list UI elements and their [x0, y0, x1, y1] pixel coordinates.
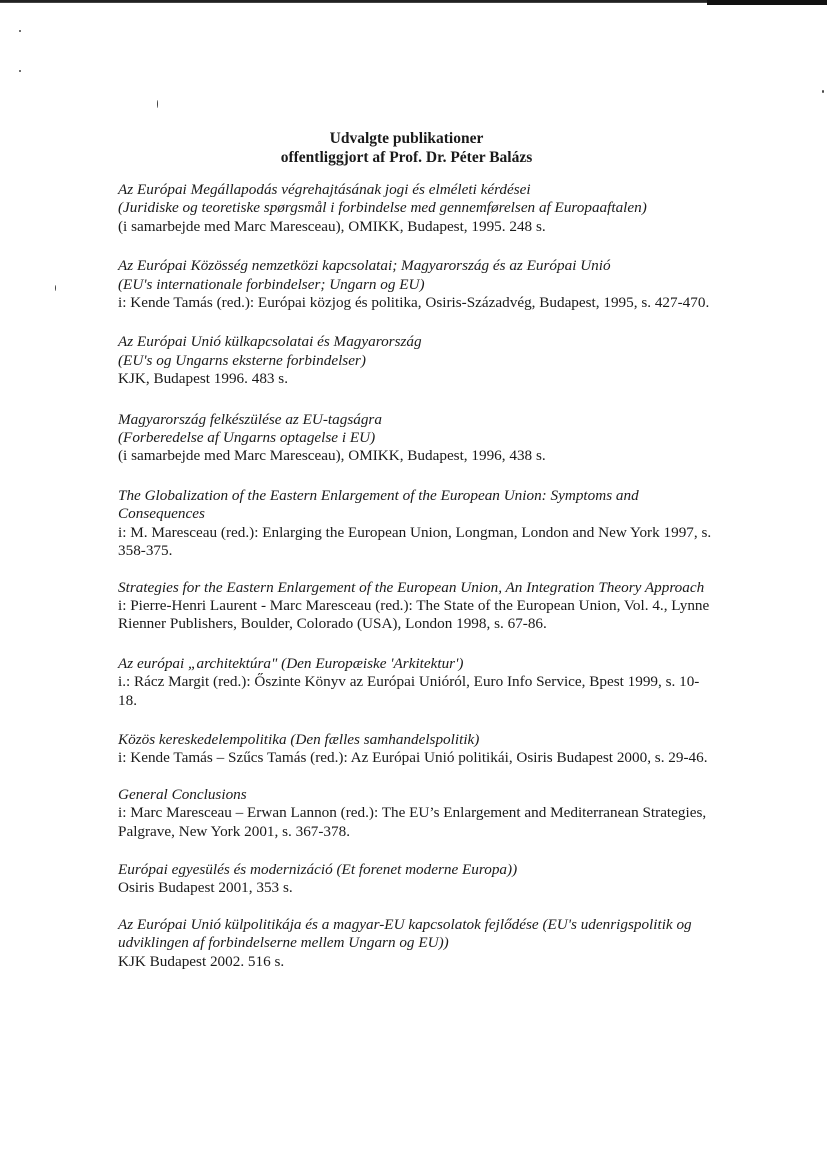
publication-entry: [118, 333, 718, 388]
header-subtitle: offentliggjort af Prof. Dr. Péter Balázs: [280, 149, 533, 166]
publication-entry: [118, 181, 718, 236]
publication-list: [118, 181, 718, 971]
publication-translation: (Juridiske og teoretiske spørgsmål i forbindelse med gennemførelsen af Europaaftalen): [118, 199, 647, 217]
publication-entry: [118, 487, 718, 561]
publication-title: Az Európai Közösség nemzetközi kapcsolatai; Magyarország és az Európai Unió: [118, 257, 611, 275]
publication-details: (i samarbejde med Marc Maresceau), OMIKK, Budapest, 1996, 438 s.: [118, 447, 546, 465]
publication-entry: [118, 411, 718, 466]
scan-speck: [822, 90, 824, 93]
scan-speck: [19, 30, 21, 32]
publication-title: General Conclusions: [118, 785, 247, 803]
publication-title: Az európai „architektúra" (Den Europæiske 'Arkitektur'): [118, 654, 464, 672]
publication-details: Osiris Budapest 2001, 353 s.: [118, 879, 293, 897]
publication-translation: (EU's internationale forbindelser; Ungarn og EU): [118, 275, 425, 293]
header-title: Udvalgte publikationer: [329, 130, 484, 147]
publication-title: Közös kereskedelempolitika (Den fælles samhandelspolitik): [118, 730, 480, 748]
scan-speck: [19, 70, 21, 72]
publication-entry: [118, 579, 718, 634]
publication-entry: [118, 655, 718, 710]
top-border-line: [0, 0, 827, 3]
publication-entry: [118, 916, 718, 971]
publication-entry: [118, 786, 718, 841]
publication-title: The Globalization of the Eastern Enlargement of the European Union: Symptoms and Consequences: [118, 486, 639, 523]
publication-title: Magyarország felkészülése az EU-tagságra: [118, 410, 382, 428]
publication-details: i: Pierre-Henri Laurent - Marc Maresceau (red.): The State of the European Union, Vol. 4., Lynne Rienner Publishers, Boulder, Colorado (USA), London 1998, s. 67-86.: [118, 596, 710, 633]
publication-details: KJK Budapest 2002. 516 s.: [118, 952, 285, 970]
publication-title: Európai egyesülés és modernizáció (Et forenet moderne Europa)): [118, 860, 518, 878]
publication-title: Az Európai Unió külpolitikája és a magyar-EU kapcsolatok fejlődése (EU's udenrigspolitik og udviklingen af forbindelserne mellem Ungarn og EU)): [118, 915, 692, 952]
publication-entry: [118, 731, 718, 768]
publication-details: i: M. Maresceau (red.): Enlarging the European Union, Longman, London and New York 1997, s. 358-375.: [118, 523, 712, 560]
publication-title: Az Európai Unió külkapcsolatai és Magyarország: [118, 333, 422, 351]
publication-entry: [118, 257, 718, 312]
publication-details: (i samarbejde med Marc Maresceau), OMIKK, Budapest, 1995. 248 s.: [118, 217, 546, 235]
top-border-shadow: [707, 0, 827, 5]
publication-details: i: Marc Maresceau – Erwan Lannon (red.): The EU’s Enlargement and Mediterranean Strategies, Palgrave, New York 2001, s. 367-378.: [118, 804, 707, 840]
scan-speck: [55, 285, 56, 291]
publication-details: KJK, Budapest 1996. 483 s.: [118, 370, 289, 388]
page-header: [0, 129, 827, 167]
publication-details: i.: Rácz Margit (red.): Őszinte Könyv az Európai Unióról, Euro Info Service, Bpest 1999, s. 10-18.: [118, 673, 700, 709]
scan-speck: [157, 100, 158, 108]
publication-details: i: Kende Tamás – Szűcs Tamás (red.): Az Európai Unió politikái, Osiris Budapest 2000, s. 29-46.: [118, 749, 708, 767]
publication-title: Strategies for the Eastern Enlargement of the European Union, An Integration Theory Approach: [118, 578, 705, 596]
publication-translation: (Forberedelse af Ungarns optagelse i EU): [118, 429, 376, 447]
publication-entry: [118, 861, 718, 898]
publication-translation: (EU's og Ungarns eksterne forbindelser): [118, 351, 366, 369]
publication-title: Az Európai Megállapodás végrehajtásának jogi és elméleti kérdései: [118, 181, 531, 198]
publication-details: i: Kende Tamás (red.): Európai közjog és politika, Osiris-Századvég, Budapest, 1995, s. 427-470.: [118, 294, 710, 312]
